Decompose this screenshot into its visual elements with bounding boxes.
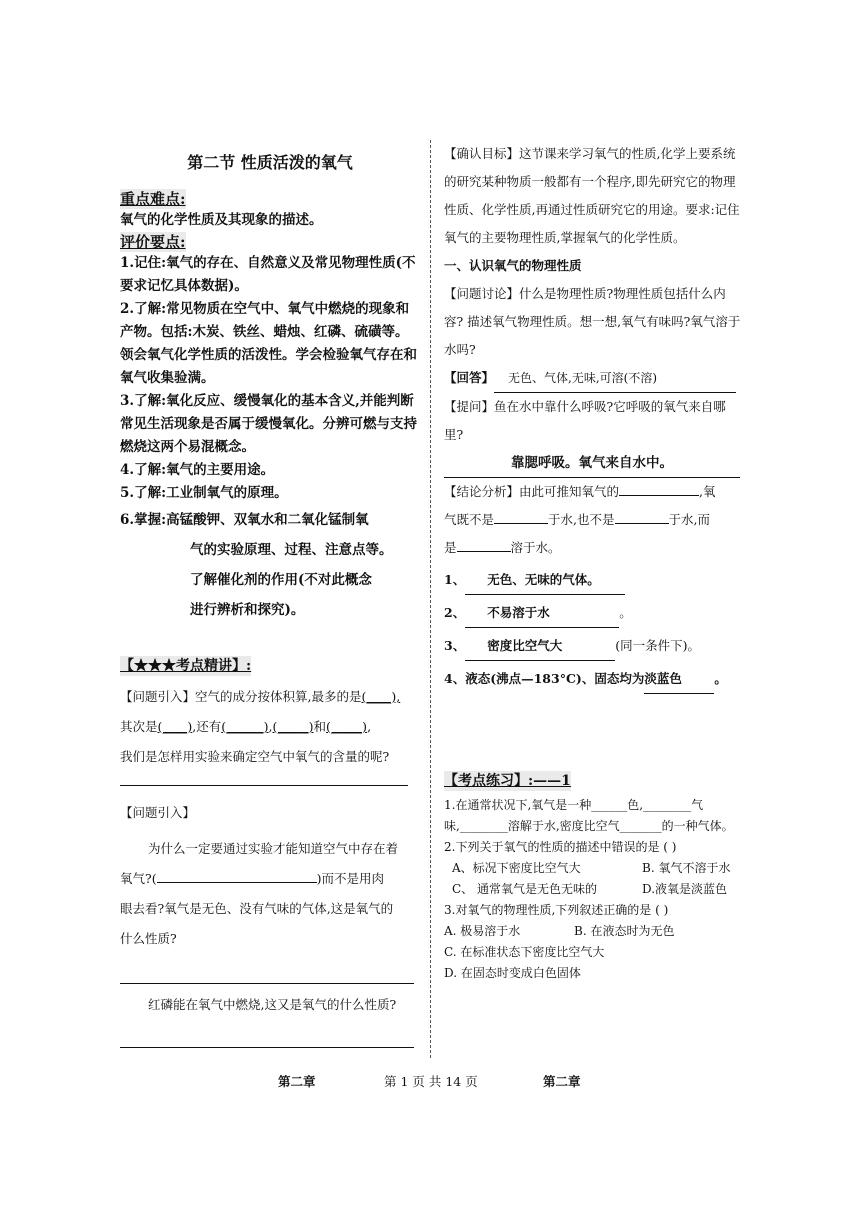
practice-2-options-row-2 xyxy=(444,879,742,900)
footer-chapter-right: 第二章 xyxy=(543,1074,581,1089)
q1-blank-4: (_____) xyxy=(272,719,314,734)
point-6-line-3: 了解催化剂的作用(不对此概念 xyxy=(190,572,372,588)
key-heading: 重点难点: xyxy=(120,190,186,208)
question-intro-2-line-1: 为什么一定要通过实验才能知道空气中存在着 xyxy=(148,841,399,856)
eval-heading: 评价要点: xyxy=(120,233,186,251)
property-1-num: 1、 xyxy=(444,572,466,587)
key-point-heading: 【★★★考点精讲】: xyxy=(120,658,252,674)
key-text: 氧气的化学性质及其现象的描述。 xyxy=(120,212,323,228)
point-4: 4.了解:氧气的主要用途。 xyxy=(120,462,275,478)
section-title: 第二节 性质活泼的氧气 xyxy=(187,153,353,172)
property-1 xyxy=(444,566,742,595)
ask-answer-line xyxy=(444,449,742,478)
footer-chapter-left: 第二章 xyxy=(278,1074,316,1089)
answer-line-3 xyxy=(120,1046,414,1048)
practice-2: 2.下列关于氧气的性质的描述中错误的是 ( ) xyxy=(444,840,677,854)
conclusion-line-1 xyxy=(444,478,742,506)
question-intro-2-line-2 xyxy=(120,864,420,894)
question-intro-1-line-3: 我们是怎样用实验来确定空气中氧气的含量的呢? xyxy=(120,749,390,764)
practice-2-option-b: B. 氧气不溶于水 xyxy=(642,861,731,875)
concl-text-c: 气既不是 xyxy=(444,512,495,527)
ask-text: 【提问】鱼在水中靠什么呼吸?它呼吸的氧气来自哪里? xyxy=(444,399,726,442)
concl-blank-2 xyxy=(494,509,548,524)
answer-line-1 xyxy=(120,784,408,786)
concl-text-e: 于水,而 xyxy=(668,512,710,527)
answer-value: 无色、气体,无味,可溶(不溶) xyxy=(494,364,736,393)
answer-label: 【回答】 xyxy=(444,370,495,385)
q1-blank-5: (_____) xyxy=(326,719,368,734)
concl-text-g: 溶于水。 xyxy=(510,540,561,555)
discussion-text: 【问题讨论】什么是物理性质?物理性质包括什么内容? 描述氧气物理性质。想一想,氧气有味吗?氧气溶于水吗? xyxy=(444,286,741,357)
conclusion-line-2 xyxy=(444,506,742,534)
property-1-value: 无色、无味的气体。 xyxy=(465,566,625,595)
q2-text-b: 氧气?( xyxy=(120,871,157,886)
property-3-end: (同一条件下)。 xyxy=(615,638,700,653)
point-6: 6.掌握:高锰酸钾、双氧水和二氧化锰制氧 xyxy=(120,512,369,528)
section-1-heading: 一、认识氧气的物理性质 xyxy=(444,258,582,273)
property-4-text: 4、液态(沸点—183°C)、固态均为 xyxy=(444,671,645,686)
property-4-value: 淡蓝色 xyxy=(644,665,714,694)
point-3: 3.了解:氧化反应、缓慢氧化的基本含义,并能判断常见生活现象是否属于缓慢氧化。分辨可燃与支持燃烧这两个易混概念。 xyxy=(120,393,417,455)
concl-text-f: 是 xyxy=(444,540,457,555)
q2-blank xyxy=(157,868,317,883)
point-6-line-4: 进行辨析和探究)。 xyxy=(190,602,305,618)
concl-text-d: 于水,也不是 xyxy=(548,512,615,527)
question-intro-1-line-2 xyxy=(120,712,420,742)
question-intro-2-line-4: 什么性质? xyxy=(120,931,177,946)
question-intro-1 xyxy=(120,682,420,712)
practice-2-options-row-1 xyxy=(444,858,742,879)
left-column xyxy=(120,140,420,1048)
question-3: 红磷能在氧气中燃烧,这又是氧气的什么性质? xyxy=(148,997,397,1012)
answer-line xyxy=(444,364,742,393)
q1-blank-2: (____) xyxy=(157,719,193,734)
q1-text-c: 其次是 xyxy=(120,719,158,734)
practice-3-option-b: B. 在液态时为无色 xyxy=(574,924,675,938)
question-intro-2-line-3: 眼去看?氧气是无色、没有气味的气体,这是氧气的 xyxy=(120,901,394,916)
right-column xyxy=(444,140,742,984)
practice-3-option-c: C. 在标准状态下密度比空气大 xyxy=(444,945,605,959)
practice-2-option-a: A、标况下密度比空气大 xyxy=(452,861,581,875)
property-3-value: 密度比空气大 xyxy=(465,632,615,661)
q1-blank-3: (______) xyxy=(221,719,269,734)
answer-line-2 xyxy=(120,982,414,984)
goal-text: 【确认目标】这节课来学习氧气的性质,化学上要系统的研究某种物质一般都有一个程序,即先研究它的物理性质、化学性质,再通过性质研究它的用途。要求:记住氧气的主要物理性质,掌握氧气的化学性质。 xyxy=(444,146,740,245)
property-3-num: 3、 xyxy=(444,638,466,653)
practice-3-options-row-1 xyxy=(444,921,742,942)
practice-heading: 【考点练习】:——1 xyxy=(444,773,571,789)
practice-3: 3.对氧气的物理性质,下列叙述正确的是 ( ) xyxy=(444,903,669,917)
q1-text-g: , xyxy=(268,719,273,734)
point-1: 1.记住:氧气的存在、自然意义及常见物理性质(不要求记忆具体数据)。 xyxy=(120,255,416,294)
conclusion-line-3 xyxy=(444,534,742,562)
concl-blank-3 xyxy=(615,509,669,524)
q1-text-a: 【问题引入】空气的成分按体积算,最多的是 xyxy=(120,689,362,704)
property-4-end: 。 xyxy=(714,671,727,686)
q1-text-k: , xyxy=(367,719,372,734)
property-2-end: 。 xyxy=(619,605,632,620)
footer-page-number: 第 1 页 共 14 页 xyxy=(384,1074,478,1089)
property-4 xyxy=(444,665,742,694)
concl-text-a: 【结论分析】由此可推知氧气的 xyxy=(444,484,620,499)
concl-blank-1 xyxy=(619,481,699,496)
property-2-num: 2、 xyxy=(444,605,466,620)
property-2 xyxy=(444,599,742,628)
q1-blank-1: (____), xyxy=(361,689,401,704)
practice-1: 1.在通常状况下,氧气是一种______色,________气味,________溶解于水,密度比空气_______的一种气体。 xyxy=(444,798,734,833)
q1-text-i: 和 xyxy=(313,719,327,734)
property-2-value: 不易溶于水 xyxy=(465,599,619,628)
q2-text-c: )而不是用肉 xyxy=(316,871,384,886)
column-divider xyxy=(430,140,431,1058)
point-2: 2.了解:常见物质在空气中、氧气中燃烧的现象和产物。包括:木炭、铁丝、蜡烛、红磷、硫磺等。领会氧气化学性质的活泼性。学会检验氧气存在和氧气收集验满。 xyxy=(120,301,417,386)
ask-answer: 靠腮呼吸。氧气来自水中。 xyxy=(444,449,740,478)
concl-blank-4 xyxy=(457,537,511,552)
point-6-line-2: 气的实验原理、过程、注意点等。 xyxy=(190,542,393,558)
practice-2-option-c: C、 通常氧气是无色无味的 xyxy=(452,882,597,896)
concl-text-b: ,氧 xyxy=(699,484,716,499)
practice-3-option-d: D. 在固态时变成白色固体 xyxy=(444,966,581,980)
practice-3-option-a: A. 极易溶于水 xyxy=(444,924,521,938)
q1-text-e: ,还有 xyxy=(192,719,222,734)
question-intro-2-head: 【问题引入】 xyxy=(120,805,196,820)
practice-2-option-d: D.液氧是淡蓝色 xyxy=(642,882,728,896)
point-5: 5.了解:工业制氧气的原理。 xyxy=(120,485,288,501)
property-3 xyxy=(444,632,742,661)
